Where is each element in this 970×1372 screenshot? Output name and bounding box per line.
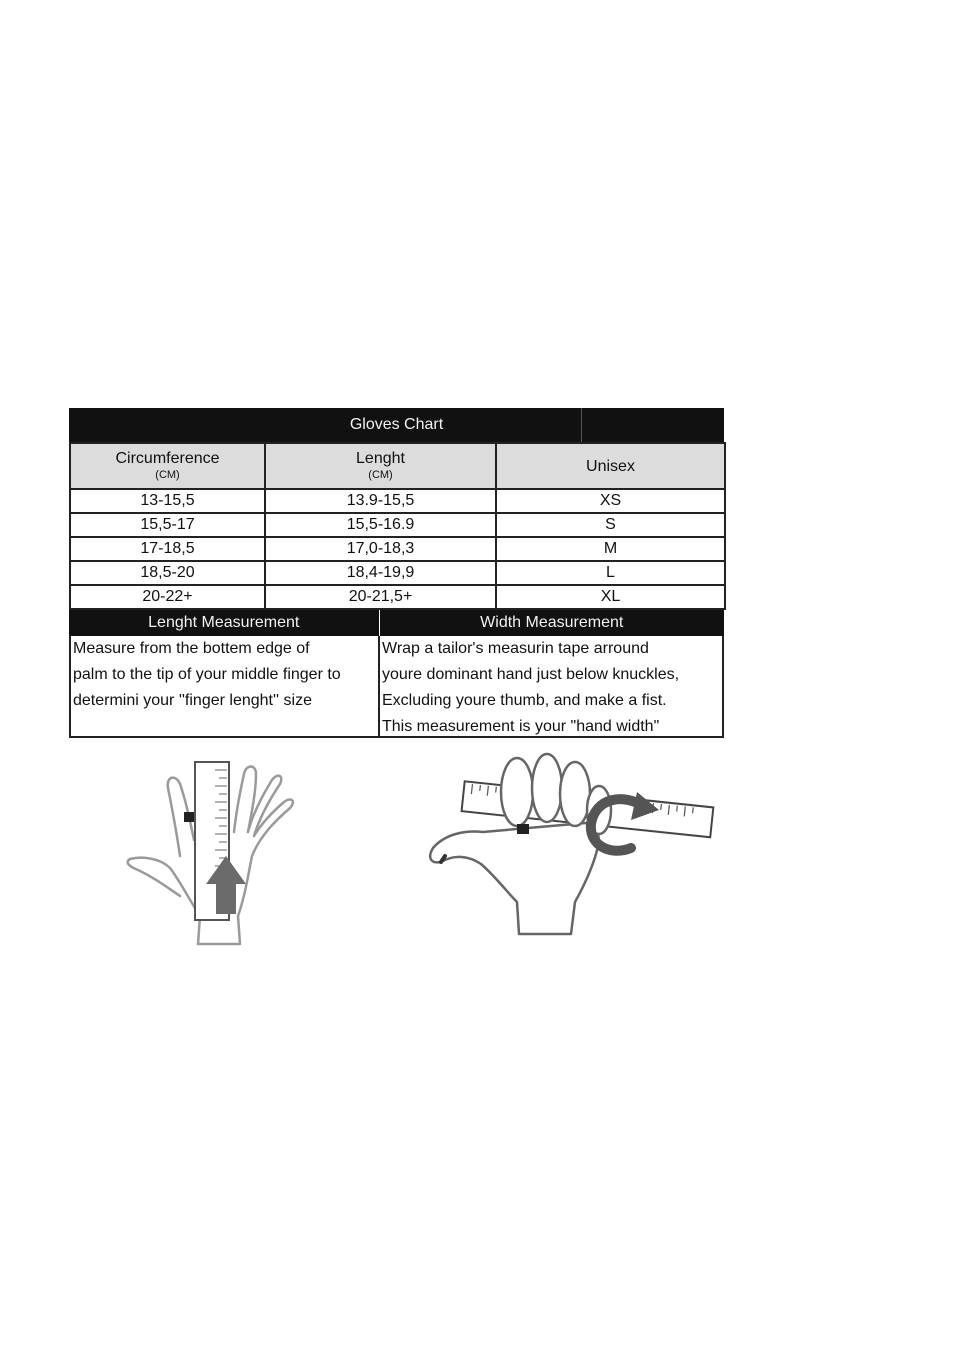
length-cell: 20-21,5+: [265, 585, 496, 609]
chart-title: Gloves Chart: [349, 416, 444, 433]
length-cell: 13.9-15,5: [265, 489, 496, 513]
size-cell: M: [496, 537, 725, 561]
length-measurement-text: Measure from the bottem edge of palm to the tip of your middle finger to determini your ''finger lenght'' size: [71, 636, 380, 736]
circumference-cell: 15,5-17: [70, 513, 265, 537]
length-measurement-title: Lenght Measurement: [69, 610, 380, 636]
measurement-header-bar: [69, 610, 724, 636]
open-hand-with-ruler-icon: [120, 756, 320, 951]
circumference-cell: 13-15,5: [70, 489, 265, 513]
gloves-size-sheet: [69, 408, 724, 738]
table-row: [70, 537, 725, 561]
circumference-cell: 20-22+: [70, 585, 265, 609]
header-unisex: Unisex: [496, 443, 725, 489]
header-length: Lenght (CM): [265, 443, 496, 489]
circumference-cell: 18,5-20: [70, 561, 265, 585]
table-row: [70, 561, 725, 585]
width-measurement-text: Wrap a tailor's measurin tape arround youre dominant hand just below knuckles, Excluding youre thumb, and make a fist. This measurement is your "hand width": [382, 640, 680, 735]
size-table: [69, 442, 726, 610]
table-row: [70, 513, 725, 537]
fist-with-tape-measure-icon: [425, 752, 715, 942]
chart-title-bar: [69, 408, 724, 442]
width-measurement-title: Width Measurement: [480, 614, 624, 631]
circumference-cell: 17-18,5: [70, 537, 265, 561]
size-cell: XS: [496, 489, 725, 513]
length-cell: 17,0-18,3: [265, 537, 496, 561]
measurement-instructions: [69, 636, 724, 738]
header-circumference: Circumference (CM): [70, 443, 265, 489]
length-cell: 15,5-16.9: [265, 513, 496, 537]
table-row: [70, 585, 725, 609]
size-cell: L: [496, 561, 725, 585]
size-cell: XL: [496, 585, 725, 609]
size-cell: S: [496, 513, 725, 537]
length-cell: 18,4-19,9: [265, 561, 496, 585]
table-row: [70, 489, 725, 513]
size-table-header-row: [70, 443, 725, 489]
